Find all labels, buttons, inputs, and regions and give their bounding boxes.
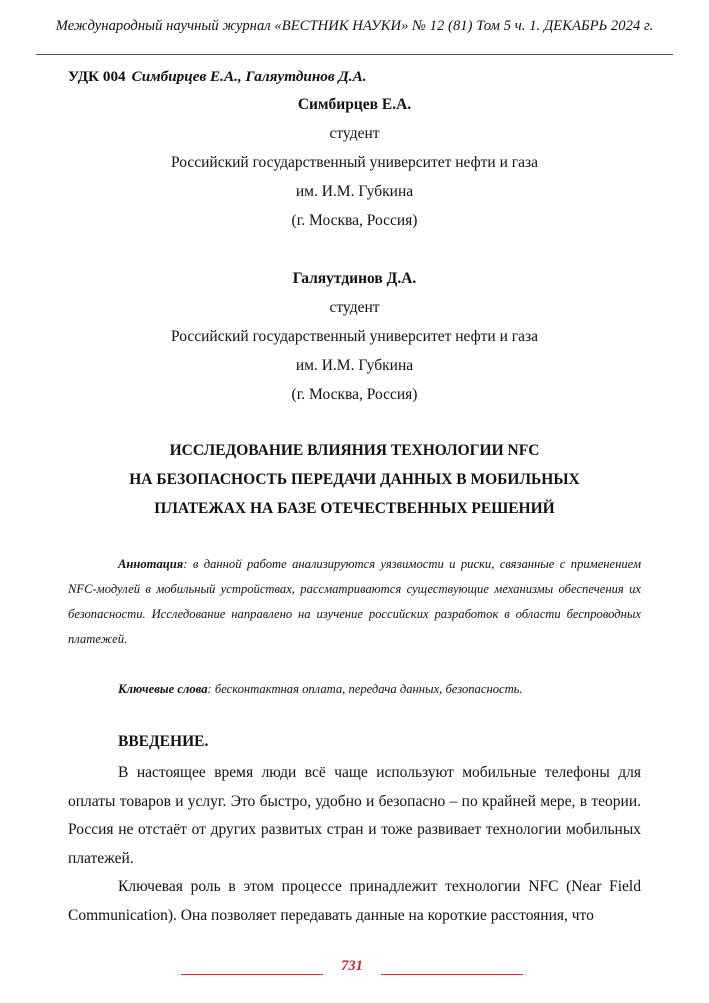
- abstract-label: Аннотация: [118, 557, 184, 571]
- udc-line: [68, 68, 367, 86]
- page-footer: [0, 958, 709, 978]
- udc-code: УДК 004: [68, 68, 126, 85]
- udc-authors: Симбирцев Е.А., Галяутдинов Д.А.: [131, 68, 367, 85]
- header-divider: [36, 54, 673, 55]
- title-line-2: НА БЕЗОПАСНОСТЬ ПЕРЕДАЧИ ДАННЫХ В МОБИЛЬНЫХ: [129, 471, 580, 488]
- page-number: 731: [341, 958, 363, 974]
- author-org-2: им. И.М. Губкина: [295, 357, 414, 374]
- author-location: (г. Москва, Россия): [291, 212, 418, 229]
- journal-header: Международный научный журнал «ВЕСТНИК НАУКИ» № 12 (81) Том 5 ч. 1. ДЕКАБРЬ 2024 г.: [55, 18, 654, 34]
- footer-rule-right: [381, 974, 523, 975]
- title-line-3: ПЛАТЕЖАХ НА БАЗЕ ОТЕЧЕСТВЕННЫХ РЕШЕНИЙ: [154, 500, 555, 517]
- intro-paragraph-1: В настоящее время люди всё чаще используют мобильные телефоны для оплаты товаров и услуг. Это быстро, удобно и безопасно – по крайней мере, в теории. Россия не отстаёт от других развитых стран и тоже развивает технологии мобильных платежей.: [68, 764, 641, 867]
- footer-rule-left: [181, 974, 323, 975]
- title-line-1: ИССЛЕДОВАНИЕ ВЛИЯНИЯ ТЕХНОЛОГИИ NFC: [169, 442, 540, 459]
- author-location: (г. Москва, Россия): [291, 386, 418, 403]
- author-block-1: [0, 90, 709, 235]
- keywords-label: Ключевые слова: [118, 682, 208, 696]
- author-org-2: им. И.М. Губкина: [295, 183, 414, 200]
- intro-paragraph-2: Ключевая роль в этом процессе принадлежит технологии NFC (Near Field Communication). Она позволяет передавать данные на короткие расстояния, что: [68, 878, 641, 924]
- author-name: Симбирцев Е.А.: [297, 96, 412, 113]
- author-role: студент: [329, 125, 380, 142]
- author-org: Российский государственный университет нефти и газа: [170, 328, 539, 345]
- keywords: [68, 677, 641, 702]
- section-heading: ВВЕДЕНИЕ.: [118, 733, 209, 750]
- author-org: Российский государственный университет нефти и газа: [170, 154, 539, 171]
- keywords-text: : бесконтактная оплата, передача данных, безопасность.: [207, 682, 523, 696]
- author-role: студент: [329, 299, 380, 316]
- abstract: [68, 552, 641, 652]
- author-name: Галяутдинов Д.А.: [292, 270, 417, 287]
- article-title: [0, 436, 709, 523]
- abstract-text: : в данной работе анализируются уязвимости и риски, связанные с применением NFC-модулей в мобильный устройствах, рассматриваются существующие механизмы обеспечения их безопасности. Исследование направлено на изучение российских разработок в области беспроводных платежей.: [68, 557, 641, 646]
- author-block-2: [0, 264, 709, 409]
